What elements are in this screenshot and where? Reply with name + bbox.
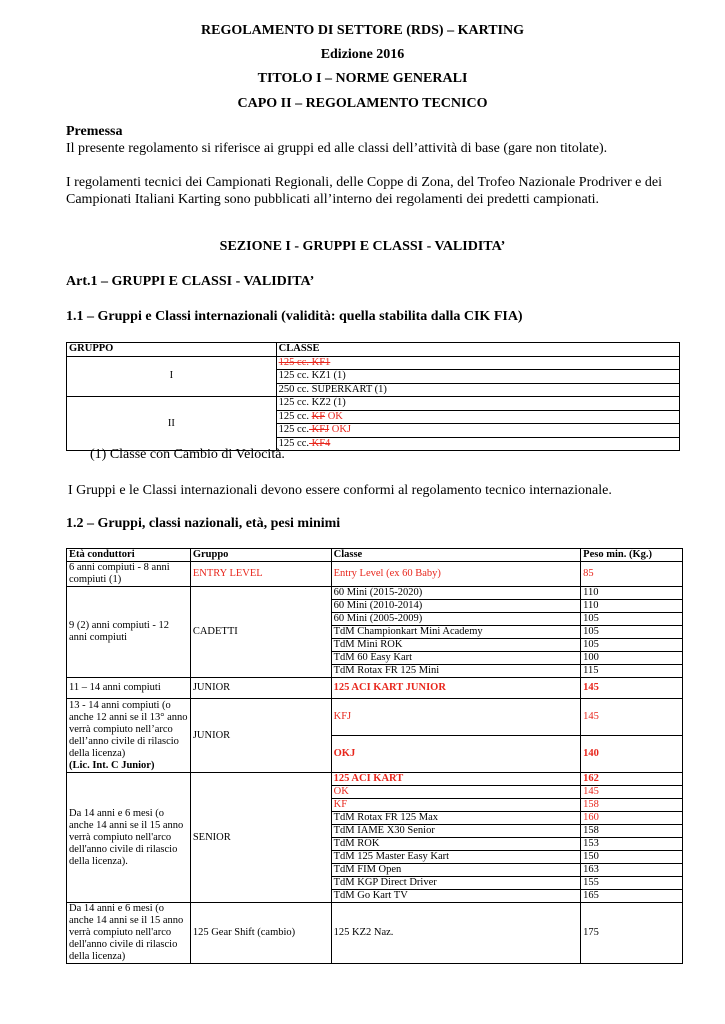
age-cell: Da 14 anni e 6 mesi (o anche 14 anni se il 15 anno verrà compiuto nell'arco dell'anno civile di rilascio della licenza)	[67, 903, 191, 964]
new-class: OK	[325, 410, 343, 422]
doc-title: REGOLAMENTO DI SETTORE (RDS) – KARTING	[201, 23, 524, 38]
class-cell	[276, 437, 679, 451]
article-heading: Art.1 – GRUPPI E CLASSI - VALIDITA’	[66, 274, 315, 289]
weight-cell: 115	[581, 665, 683, 678]
class-cell: Entry Level (ex 60 Baby)	[331, 562, 581, 587]
class-cell: OKJ	[331, 736, 581, 773]
weight-cell: 85	[581, 562, 683, 587]
class-cell: 250 cc. SUPERKART (1)	[276, 383, 679, 397]
weight-cell: 155	[581, 877, 683, 890]
header-peso: Peso min. (Kg.)	[581, 549, 683, 562]
age-cell: Da 14 anni e 6 mesi (o anche 14 anni se il 15 anno verrà compiuto nell'arco dell'anno civile di rilascio della licenza).	[67, 773, 191, 903]
new-class: OKJ	[329, 424, 352, 436]
table-row	[67, 699, 683, 736]
group-cell: 125 Gear Shift (cambio)	[190, 903, 331, 964]
premessa-title: Premessa	[66, 124, 123, 139]
deleted-class: KFJ	[309, 424, 330, 436]
premessa-p1: Il presente regolamento si riferisce ai gruppi ed alle classi dell’attività di base (gare non titolate).	[66, 141, 608, 156]
header-classe: Classe	[331, 549, 581, 562]
class-prefix: 125 cc.	[278, 437, 309, 449]
class-prefix: 125 cc.	[278, 410, 312, 422]
class-cell	[276, 410, 679, 424]
header-gruppo: GRUPPO	[67, 343, 277, 357]
subsection-1-2-title: 1.2 – Gruppi, classi nazionali, età, pesi minimi	[66, 516, 341, 531]
header-eta: Età conduttori	[67, 549, 191, 562]
international-classes-table	[66, 342, 680, 451]
age-cell	[67, 699, 191, 773]
table-row	[67, 562, 683, 587]
age-cell: 9 (2) anni compiuti - 12 anni compiuti	[67, 587, 191, 678]
table-row	[67, 397, 680, 411]
class-cell: 125 ACI KART JUNIOR	[331, 678, 581, 699]
section-heading: SEZIONE I - GRUPPI E CLASSI - VALIDITA’	[219, 239, 506, 254]
weight-cell: 105	[581, 626, 683, 639]
class-cell: TdM Mini ROK	[331, 639, 581, 652]
class-cell: 125 ACI KART	[331, 773, 581, 786]
title-heading: TITOLO I – NORME GENERALI	[257, 71, 468, 86]
international-conformity-para: I Gruppi e le Classi internazionali devono essere conformi al regolamento tecnico internazionale.	[68, 483, 612, 498]
group-cell: JUNIOR	[190, 699, 331, 773]
class-cell: KFJ	[331, 699, 581, 736]
weight-cell: 100	[581, 652, 683, 665]
license-note: (Lic. Int. C Junior)	[69, 759, 155, 771]
table-header-row	[67, 549, 683, 562]
group-cell: I	[67, 356, 277, 397]
class-cell: 60 Mini (2015-2020)	[331, 587, 581, 600]
class-cell: TdM Go Kart TV	[331, 890, 581, 903]
class-cell: TdM 125 Master Easy Kart	[331, 851, 581, 864]
weight-cell: 105	[581, 639, 683, 652]
weight-cell: 153	[581, 838, 683, 851]
header-gruppo: Gruppo	[190, 549, 331, 562]
deleted-class: KF4	[309, 437, 331, 449]
weight-cell: 158	[581, 825, 683, 838]
weight-cell: 163	[581, 864, 683, 877]
chapter-heading: CAPO II – REGOLAMENTO TECNICO	[237, 96, 488, 111]
weight-cell: 145	[581, 786, 683, 799]
class-cell: TdM Rotax FR 125 Mini	[331, 665, 581, 678]
table-row	[67, 356, 680, 370]
weight-cell: 110	[581, 600, 683, 613]
table-header-row	[67, 343, 680, 357]
class-cell	[276, 424, 679, 438]
class-prefix: 125 cc.	[278, 424, 309, 436]
age-text: 13 - 14 anni compiuti (o anche 12 anni se il 13° anno verrà compiuto nell’arco dell’anno civile di rilascio della licenza)	[69, 699, 188, 759]
premessa-p2a: I regolamenti tecnici dei Campionati Regionali, delle Coppe di Zona, del Trofeo Nazionale Prodriver e dei	[66, 175, 662, 190]
class-cell: 125 cc. KZ1 (1)	[276, 370, 679, 384]
class-cell: TdM FIM Open	[331, 864, 581, 877]
weight-cell: 145	[581, 699, 683, 736]
age-cell: 11 – 14 anni compiuti	[67, 678, 191, 699]
class-cell: TdM KGP Direct Driver	[331, 877, 581, 890]
weight-cell: 105	[581, 613, 683, 626]
class-cell: OK	[331, 786, 581, 799]
age-cell: 6 anni compiuti - 8 anni compiuti (1)	[67, 562, 191, 587]
class-cell: 125 cc. KF1	[276, 356, 679, 370]
class-cell: 60 Mini (2010-2014)	[331, 600, 581, 613]
weight-cell: 175	[581, 903, 683, 964]
group-cell: II	[67, 397, 277, 451]
footnote: (1) Classe con Cambio di Velocità.	[90, 447, 285, 462]
class-cell: TdM IAME X30 Senior	[331, 825, 581, 838]
table-row	[67, 773, 683, 786]
weight-cell: 150	[581, 851, 683, 864]
weight-cell: 140	[581, 736, 683, 773]
group-cell: CADETTI	[190, 587, 331, 678]
class-cell: 125 cc. KZ2 (1)	[276, 397, 679, 411]
weight-cell: 110	[581, 587, 683, 600]
group-cell: JUNIOR	[190, 678, 331, 699]
class-cell: TdM 60 Easy Kart	[331, 652, 581, 665]
weight-cell: 158	[581, 799, 683, 812]
table-row	[67, 587, 683, 600]
weight-cell: 162	[581, 773, 683, 786]
table-row	[67, 678, 683, 699]
table-row	[67, 903, 683, 964]
class-cell: KF	[331, 799, 581, 812]
subsection-1-1-title: 1.1 – Gruppi e Classi internazionali (validità: quella stabilita dalla CIK FIA)	[66, 309, 523, 324]
class-cell: TdM ROK	[331, 838, 581, 851]
edition: Edizione 2016	[320, 47, 405, 62]
group-cell: ENTRY LEVEL	[190, 562, 331, 587]
class-cell: TdM Rotax FR 125 Max	[331, 812, 581, 825]
national-classes-table	[66, 548, 683, 964]
weight-cell: 165	[581, 890, 683, 903]
class-cell: 125 KZ2 Naz.	[331, 903, 581, 964]
deleted-class: KF	[311, 410, 326, 422]
premessa-p2b: Campionati Italiani Karting sono pubblicati all’interno dei regolamenti dei predetti campionati.	[66, 192, 600, 207]
group-cell: SENIOR	[190, 773, 331, 903]
class-cell: 60 Mini (2005-2009)	[331, 613, 581, 626]
weight-cell: 160	[581, 812, 683, 825]
class-cell: TdM Championkart Mini Academy	[331, 626, 581, 639]
header-classe: CLASSE	[276, 343, 679, 357]
weight-cell: 145	[581, 678, 683, 699]
